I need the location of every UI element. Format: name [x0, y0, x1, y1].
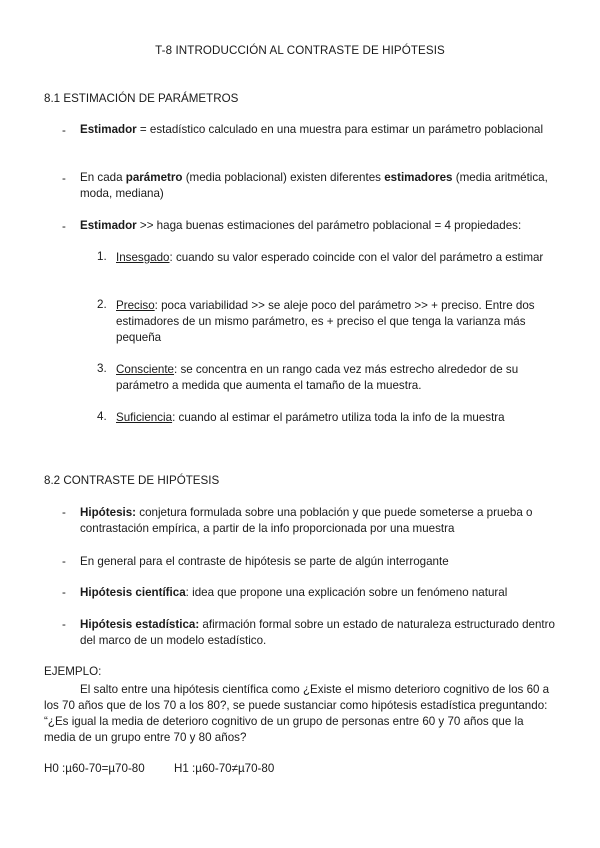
bullet-dash: - [62, 555, 66, 568]
term-estimadores: estimadores [384, 171, 453, 184]
bullet-interrogante: En general para el contraste de hipótesis se parte de algún interrogante [80, 555, 449, 568]
bullet-estimador-definition: Estimador = estadístico calculado en una muestra para estimar un parámetro poblacional [80, 123, 544, 136]
term-preciso: Preciso [116, 299, 155, 312]
bullet-hipotesis: Hipótesis: conjetura formulada sobre una población y que puede someterse a prueba o contrastación empírica, a partir de la info proporcionada por una muestra [80, 506, 533, 535]
term-estimador: Estimador [80, 123, 137, 136]
bullet-dash: - [62, 506, 66, 519]
term-hipotesis-estadistica: Hipótesis estadística: [80, 618, 200, 631]
term-hipotesis: Hipótesis: [80, 506, 137, 519]
term-insesgado: Insesgado [116, 251, 170, 264]
bullet-hipotesis-cientifica: Hipótesis científica: idea que propone una explicación sobre un fenómeno natural [80, 586, 508, 599]
hypothesis-h1: H1 :µ60-70≠µ70-80 [174, 762, 275, 775]
bullet-dash: - [62, 586, 66, 599]
bullet-estimador-propiedades: Estimador >> haga buenas estimaciones del parámetro poblacional = 4 propiedades: [80, 219, 522, 232]
property-insesgado: Insesgado: cuando su valor esperado coincide con el valor del parámetro a estimar [116, 251, 544, 264]
bullet-hipotesis-estadistica: Hipótesis estadística: afirmación formal sobre un estado de naturaleza estructurado dentro del marco de un modelo estadístico. [80, 618, 555, 647]
property-preciso: Preciso: poca variabilidad >> se aleje poco del parámetro >> + preciso. Entre dos estimadores de un mismo parámetro, es + preciso el que tenga la varianza más pequeña [116, 299, 535, 344]
bullet-dash: - [62, 220, 66, 233]
term-suficiencia: Suficiencia [116, 411, 173, 424]
term-hipotesis-cientifica: Hipótesis científica [80, 586, 186, 599]
term-estimador: Estimador [80, 219, 137, 232]
term-consciente: Consciente [116, 363, 175, 376]
bullet-parametro-estimadores: En cada parámetro (media poblacional) existen diferentes estimadores (media aritmética, moda, mediana) [80, 171, 548, 200]
list-number: 3. [97, 362, 107, 375]
page-title: T-8 INTRODUCCIÓN AL CONTRASTE DE HIPÓTESIS [155, 44, 445, 57]
list-number: 2. [97, 298, 107, 311]
section-heading-contraste: 8.2 CONTRASTE DE HIPÓTESIS [44, 474, 220, 487]
property-suficiencia: Suficiencia: cuando al estimar el parámetro utiliza toda la info de la muestra [116, 411, 505, 424]
list-number: 1. [97, 250, 107, 263]
bullet-dash: - [62, 618, 66, 631]
bullet-dash: - [62, 172, 66, 185]
hypothesis-h0: H0 :µ60-70=µ70-80 [44, 762, 145, 775]
example-label: EJEMPLO: [44, 665, 102, 678]
term-parametro: parámetro [125, 171, 183, 184]
list-number: 4. [97, 410, 107, 423]
bullet-dash: - [62, 124, 66, 137]
section-heading-estimacion: 8.1 ESTIMACIÓN DE PARÁMETROS [44, 92, 239, 105]
property-consciente: Consciente: se concentra en un rango cada vez más estrecho alrededor de su parámetro a medida que aumenta el tamaño de la muestra. [116, 363, 519, 392]
example-paragraph: El salto entre una hipótesis científica como ¿Existe el mismo deterioro cognitivo de los 60 a los 70 años que de los 70 a los 80?, se puede sustanciar como hipótesis estadística preguntando: “¿Es igual la media de deterioro cognitivo de un grupo de personas entre 60 y 70 años que la media de un grupo entre 70 y 80 años? [44, 683, 550, 744]
